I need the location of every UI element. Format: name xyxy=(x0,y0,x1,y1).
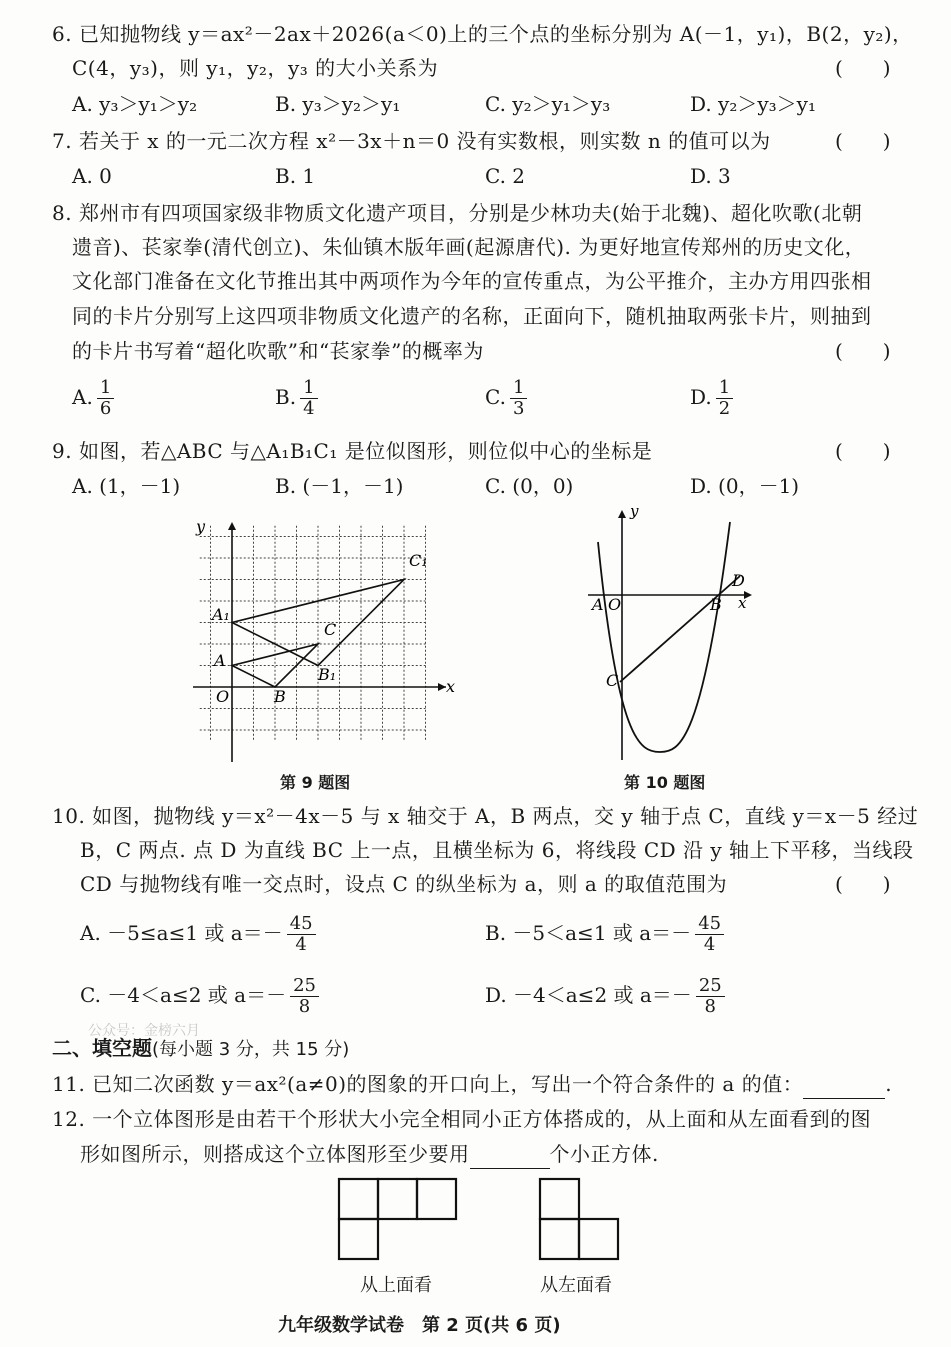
q9-option-b: B. (－1，－1) xyxy=(275,474,404,498)
page-footer: 九年级数学试卷 第 2 页(共 6 页) xyxy=(278,1315,561,1336)
option-label: D. xyxy=(690,385,712,409)
fig10-parabola xyxy=(598,522,730,752)
top-view-square xyxy=(378,1179,417,1219)
q11-end: . xyxy=(885,1072,893,1096)
top-view-caption: 从上面看 xyxy=(360,1275,432,1296)
q8-line1: 8. 郑州市有四项国家级非物质文化遗产项目，分别是少林功夫(始于北魏)、超化吹歌(北朝 xyxy=(52,201,863,225)
left-view-caption: 从左面看 xyxy=(540,1275,612,1296)
q6-answer-bracket: ( ) xyxy=(835,56,891,80)
fig9-point-b1-label: B₁ xyxy=(318,665,337,684)
fig9-x-label: x xyxy=(446,677,456,696)
fig9-origin-label: O xyxy=(216,687,230,706)
numerator: 1 xyxy=(300,378,317,399)
figure-9 xyxy=(188,512,458,767)
q7-option-d: D. 3 xyxy=(690,164,731,188)
left-view-figure xyxy=(538,1177,622,1263)
denominator: 6 xyxy=(99,398,112,419)
section-2-note: (每小题 3 分，共 15 分) xyxy=(152,1039,350,1060)
q12-line2 xyxy=(80,1140,659,1169)
q11-text: 11. 已知二次函数 y＝ax²(a≠0)的图象的开口向上，写出一个符合条件的 a 的值： xyxy=(52,1072,804,1096)
fig9-grid xyxy=(200,526,426,741)
fig10-point-d-label: D xyxy=(732,571,745,590)
q7-answer-bracket: ( ) xyxy=(835,129,891,153)
denominator: 4 xyxy=(295,934,307,955)
denominator: 8 xyxy=(298,996,311,1017)
q6-line1: 6. 已知抛物线 y＝ax²－2ax＋2026(a＜0)上的三个点的坐标分别为 A(－1，y₁)，B(2，y₂)， xyxy=(52,22,913,46)
q12-line1: 12. 一个立体图形是由若干个形状大小完全相同小正方体搭成的，从上面和从左面看到的图 xyxy=(52,1107,872,1131)
q10-answer-bracket: ( ) xyxy=(835,872,891,896)
q11-line xyxy=(52,1070,892,1099)
q9-option-a: A. (1，－1) xyxy=(72,474,181,498)
fig9-y-label: y xyxy=(196,517,206,536)
fig10-point-c-label: C xyxy=(606,671,619,690)
q8-line5: 的卡片书写着“超化吹歌”和“苌家拳”的概率为 xyxy=(72,339,484,363)
fig10-line-bc xyxy=(620,576,740,682)
top-view-square xyxy=(417,1179,456,1219)
q7-option-a: A. 0 xyxy=(72,164,112,188)
q8-line3: 文化部门准备在文化节推出其中两项作为今年的宣传重点，为公平推介，主办方用四张相 xyxy=(72,269,872,293)
q10-option-c xyxy=(80,976,319,1017)
section-2-heading xyxy=(52,1034,349,1064)
fraction xyxy=(97,378,114,419)
fraction xyxy=(696,976,725,1017)
q9-line1: 9. 如图，若△ABC 与△A₁B₁C₁ 是位似图形，则位似中心的坐标是 xyxy=(52,439,653,463)
q8-option-a xyxy=(72,378,114,419)
left-view-square xyxy=(540,1179,579,1219)
q12-text-a: 形如图所示，则搭成这个立体图形至少要用 xyxy=(80,1142,470,1166)
fig9-caption: 第 9 题图 xyxy=(280,773,351,792)
q8-option-d xyxy=(690,378,733,419)
fraction xyxy=(287,914,316,955)
numerator: 45 xyxy=(695,914,724,935)
q6-option-d: D. y₂＞y₃＞y₁ xyxy=(690,92,816,116)
q8-option-c xyxy=(485,378,527,419)
q11-answer-blank[interactable] xyxy=(803,1070,885,1099)
fig10-y-arrow xyxy=(618,510,626,518)
numerator: 1 xyxy=(716,378,733,399)
q8-line4: 同的卡片分别写上这四项非物质文化遗产的名称，正面向下，随机抽取两张卡片，则抽到 xyxy=(72,304,872,328)
fig9-point-c-label: C xyxy=(324,620,337,639)
q12-text-b: 个小正方体. xyxy=(549,1142,659,1166)
fig9-point-c1-label: C₁ xyxy=(409,551,428,570)
q9-answer-bracket: ( ) xyxy=(835,439,891,463)
top-view-square xyxy=(339,1219,378,1259)
q10-option-d xyxy=(485,976,725,1017)
q6-option-a: A. y₃＞y₁＞y₂ xyxy=(72,92,198,116)
fig9-point-a1-label: A₁ xyxy=(212,605,230,624)
q9-option-d: D. (0，－1) xyxy=(690,474,800,498)
numerator: 25 xyxy=(696,976,725,997)
fig9-x-arrow xyxy=(438,683,446,691)
q10-line1: 10. 如图，抛物线 y＝x²－4x－5 与 x 轴交于 A，B 两点，交 y 轴于点 C，直线 y＝x－5 经过 xyxy=(52,804,919,828)
fraction xyxy=(300,378,317,419)
fig10-caption: 第 10 题图 xyxy=(624,773,706,792)
fraction xyxy=(716,378,733,419)
numerator: 45 xyxy=(287,914,316,935)
q8-line2: 遗音)、苌家拳(清代创立)、朱仙镇木版年画(起源唐代). 为更好地宣传郑州的历史文化， xyxy=(72,235,866,259)
numerator: 1 xyxy=(97,378,114,399)
option-text: B. －5＜a≤1 或 a＝－ xyxy=(485,921,692,945)
denominator: 8 xyxy=(704,996,716,1017)
fig10-y-label: y xyxy=(630,502,639,520)
top-view-figure xyxy=(337,1177,459,1263)
fig10-origin-label: O xyxy=(608,595,622,614)
q6-option-c: C. y₂＞y₁＞y₃ xyxy=(485,92,611,116)
option-label: C. xyxy=(485,385,506,409)
fig9-point-b-label: B xyxy=(274,687,286,706)
q6-line2: C(4，y₃)，则 y₁，y₂，y₃ 的大小关系为 xyxy=(72,56,439,80)
q8-answer-bracket: ( ) xyxy=(835,339,891,363)
fig10-point-a-label: A xyxy=(592,595,604,614)
option-label: A. xyxy=(72,385,93,409)
q10-option-a xyxy=(80,914,316,955)
watermark: 公众号：金榜六月 xyxy=(88,1023,200,1039)
q7-line1: 7. 若关于 x 的一元二次方程 x²－3x＋n＝0 没有实数根，则实数 n 的值可以为 xyxy=(52,129,771,153)
q7-option-c: C. 2 xyxy=(485,164,526,188)
option-text: D. －4＜a≤2 或 a＝－ xyxy=(485,983,692,1007)
left-view-square xyxy=(579,1219,618,1259)
fig10-x-label: x xyxy=(738,594,747,612)
figure-10 xyxy=(580,502,760,764)
fig9-point-a-label: A xyxy=(214,651,226,670)
fraction xyxy=(290,976,319,1017)
left-view-square xyxy=(540,1219,579,1259)
q10-line3: CD 与抛物线有唯一交点时，设点 C 的纵坐标为 a，则 a 的取值范围为 xyxy=(80,872,728,896)
fraction xyxy=(510,378,527,419)
q6-option-b: B. y₃＞y₂＞y₁ xyxy=(275,92,401,116)
numerator: 1 xyxy=(510,378,527,399)
denominator: 2 xyxy=(718,398,731,419)
section-2-title: 二、填空题 xyxy=(52,1036,152,1060)
q10-line2: B，C 两点. 点 D 为直线 BC 上一点，且横坐标为 6，将线段 CD 沿 y 轴上下平移，当线段 xyxy=(80,838,914,862)
denominator: 4 xyxy=(303,398,315,419)
numerator: 25 xyxy=(290,976,319,997)
option-text: C. －4＜a≤2 或 a＝－ xyxy=(80,983,287,1007)
fraction xyxy=(695,914,724,955)
q8-option-b xyxy=(275,378,318,419)
fig10-point-b-label: B xyxy=(710,595,722,614)
q9-option-c: C. (0，0) xyxy=(485,474,574,498)
option-label: B. xyxy=(275,385,297,409)
q12-answer-blank[interactable] xyxy=(470,1140,550,1169)
q10-option-b xyxy=(485,914,724,955)
top-view-square xyxy=(339,1179,378,1219)
denominator: 3 xyxy=(512,398,525,419)
option-text: A. －5≤a≤1 或 a＝－ xyxy=(80,921,283,945)
fig9-y-arrow xyxy=(228,522,236,530)
q7-option-b: B. 1 xyxy=(275,164,316,188)
denominator: 4 xyxy=(703,934,716,955)
